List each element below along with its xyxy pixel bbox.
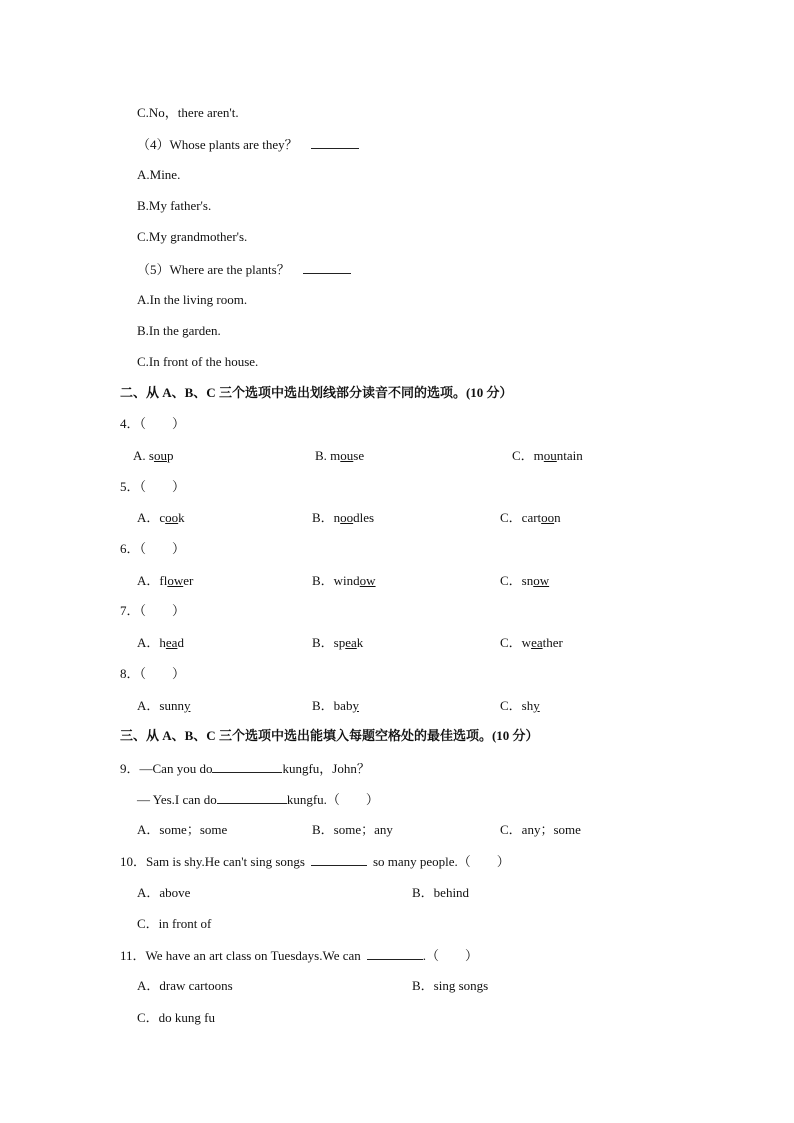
- s2-q8-option-c: C．shy: [500, 698, 540, 713]
- s3-q9-line1: 9．—Can you do kungfu，John？: [120, 761, 370, 776]
- answer-blank[interactable]: [212, 760, 282, 773]
- answer-blank[interactable]: [311, 136, 359, 149]
- s3-q11-stem: 11．We have an art class on Tuesdays.We can .（ ）: [120, 948, 479, 963]
- s2-q7-option-c: C．weather: [500, 635, 563, 650]
- q4-prompt: [137, 136, 359, 153]
- section3-heading: 三、从 A、B、C 三个选项中选出能填入每题空格处的最佳选项。(10 分）: [120, 728, 539, 743]
- s2-q8-option-a: A．sunny: [137, 698, 191, 713]
- q4-prompt-text: （4）Whose plants are they？: [137, 137, 298, 152]
- underlined-letters: ow: [359, 573, 376, 588]
- underlined-letters: ou: [340, 448, 354, 463]
- underlined-letters: y: [533, 698, 540, 713]
- underlined-letters: ea: [165, 635, 178, 650]
- underlined-letters: y: [352, 698, 359, 713]
- underlined-letters: oo: [165, 510, 179, 525]
- q5-option-c: C.In front of the house.: [137, 354, 259, 369]
- q3-option-c: C.No，there aren't.: [137, 105, 239, 120]
- s3-q11-option-a: A．draw cartoons: [137, 978, 233, 993]
- s3-q9-option-c: C．any；some: [500, 822, 581, 837]
- underlined-letters: ou: [543, 448, 557, 463]
- s3-q11-option-c: C．do kung fu: [137, 1010, 216, 1025]
- s3-q9-line2: — Yes.I can do kungfu.（ ）: [137, 792, 379, 807]
- s2-q8-number: 8．（ ）: [120, 666, 186, 681]
- s2-q4-option-c: C．mountain: [512, 448, 583, 463]
- underlined-letters: ow: [533, 573, 550, 588]
- s2-q7-number: 7．（ ）: [120, 603, 186, 618]
- q5-option-a: A.In the living room.: [137, 292, 248, 307]
- s2-q4-number: 4．（ ）: [120, 416, 186, 431]
- s3-q9-option-a: A．some；some: [137, 822, 228, 837]
- q4-option-b: B.My father's.: [137, 198, 212, 213]
- s3-q10-stem: 10．Sam is shy.He can't sing songs so many people.（ ）: [120, 854, 510, 869]
- answer-blank[interactable]: [303, 261, 351, 274]
- section2-heading: 二、从 A、B、C 三个选项中选出划线部分读音不同的选项。(10 分）: [120, 385, 513, 400]
- s3-q10-option-b: B．behind: [412, 885, 470, 900]
- underlined-letters: ou: [153, 448, 167, 463]
- s2-q5-option-c: C．cartoon: [500, 510, 561, 525]
- underlined-letters: oo: [541, 510, 555, 525]
- s2-q5-option-b: B．noodles: [312, 510, 375, 525]
- s3-q10-option-c: C．in front of: [137, 916, 212, 931]
- s2-q5-option-a: A．cook: [137, 510, 185, 525]
- answer-blank[interactable]: [367, 947, 423, 960]
- s2-q6-option-c: C．snow: [500, 573, 550, 588]
- s2-q4-option-a: A. soup: [133, 448, 174, 463]
- q5-prompt: [137, 261, 351, 278]
- s3-q11-option-b: B．sing songs: [412, 978, 489, 993]
- s2-q6-option-a: A．flower: [137, 573, 194, 588]
- s2-q8-option-b: B．baby: [312, 698, 359, 713]
- s2-q7-option-a: A．head: [137, 635, 184, 650]
- underlined-letters: oo: [340, 510, 354, 525]
- s3-q9-option-b: B．some；any: [312, 822, 393, 837]
- s3-q10-option-a: A．above: [137, 885, 191, 900]
- s2-q5-number: 5．（ ）: [120, 479, 186, 494]
- s2-q7-option-b: B．speak: [312, 635, 364, 650]
- underlined-letters: ow: [167, 573, 184, 588]
- s2-q6-option-b: B．window: [312, 573, 376, 588]
- answer-blank[interactable]: [311, 853, 367, 866]
- q4-option-c: C.My grandmother's.: [137, 229, 248, 244]
- s2-q4-option-b: B. mouse: [315, 448, 365, 463]
- underlined-letters: ea: [531, 635, 543, 650]
- answer-blank[interactable]: [217, 791, 287, 804]
- underlined-letters: ea: [345, 635, 357, 650]
- underlined-letters: y: [183, 698, 191, 713]
- q4-option-a: A.Mine.: [137, 167, 181, 182]
- q5-prompt-text: （5）Where are the plants？: [137, 262, 290, 277]
- q5-option-b: B.In the garden.: [137, 323, 221, 338]
- s2-q6-number: 6．（ ）: [120, 541, 186, 556]
